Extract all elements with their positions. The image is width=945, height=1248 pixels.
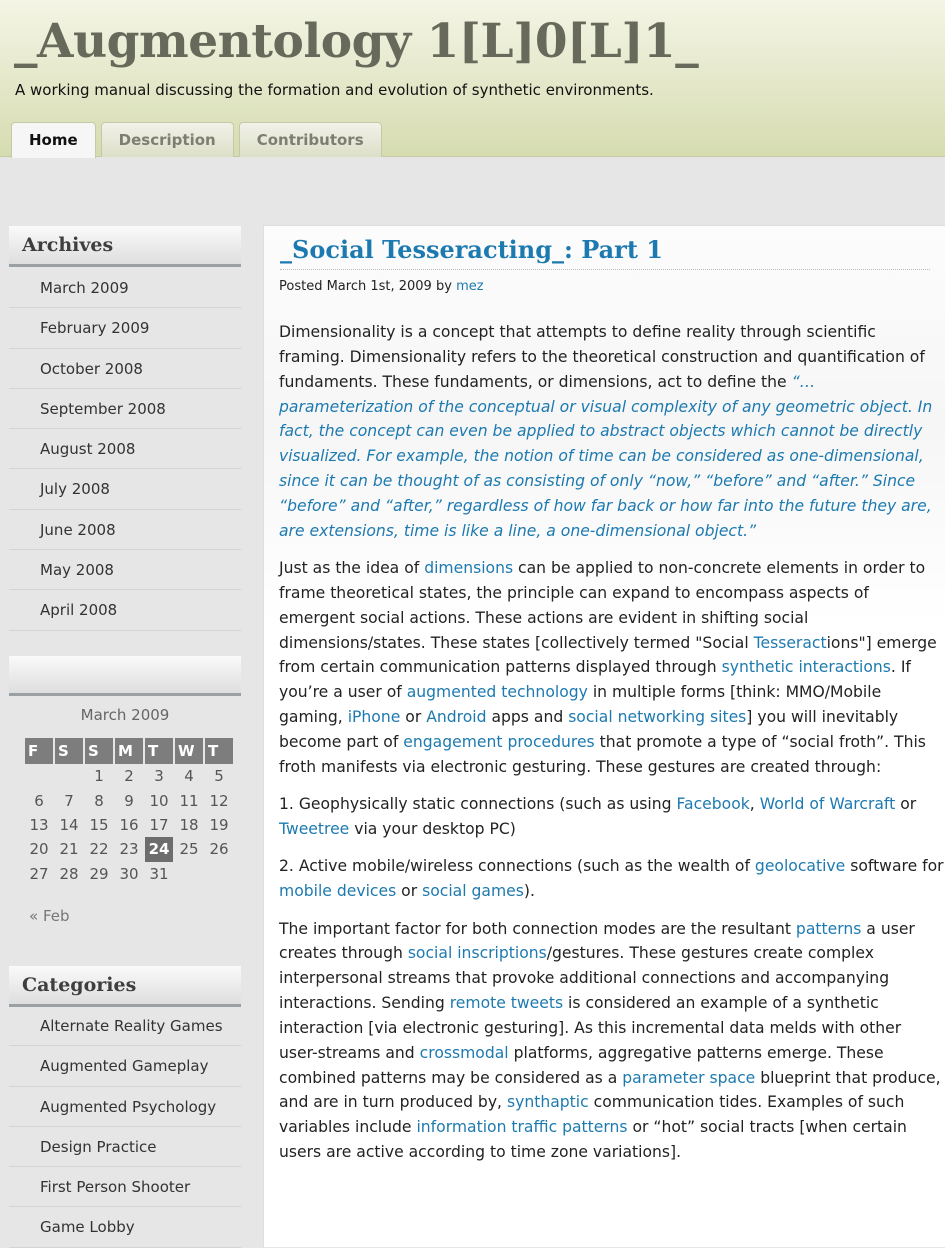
calendar-empty-day bbox=[25, 764, 53, 788]
calendar-week bbox=[25, 764, 233, 788]
calendar-day: 18 bbox=[179, 815, 199, 834]
calendar-day: 17 bbox=[149, 815, 169, 834]
calendar-day: 14 bbox=[59, 815, 79, 834]
inline-link[interactable]: social networking sites bbox=[568, 708, 747, 727]
calendar-day: 20 bbox=[29, 840, 49, 859]
calendar-day: 30 bbox=[119, 864, 139, 883]
calendar-week bbox=[25, 788, 233, 812]
paragraph-text: The important factor for both connection modes are the resultant bbox=[279, 919, 796, 938]
calendar-day: 2 bbox=[124, 767, 134, 786]
calendar-day: 6 bbox=[34, 791, 44, 810]
inline-link[interactable]: information traffic patterns bbox=[416, 1118, 628, 1137]
calendar-day: 11 bbox=[179, 791, 199, 810]
calendar-day: 25 bbox=[179, 840, 199, 859]
nav-tabs bbox=[11, 122, 382, 158]
post-paragraph bbox=[279, 917, 944, 1165]
calendar-weekday: T bbox=[145, 738, 173, 764]
calendar-day: 5 bbox=[214, 767, 224, 786]
inline-link[interactable]: World of Warcraft bbox=[759, 795, 896, 814]
inline-link[interactable]: dimensions bbox=[424, 559, 514, 578]
categories-list bbox=[9, 1006, 241, 1248]
calendar-day: 15 bbox=[89, 815, 109, 834]
archive-link[interactable]: July 2008 bbox=[9, 469, 241, 509]
calendar-weekday: T bbox=[205, 738, 233, 764]
inline-link[interactable]: mobile devices bbox=[279, 882, 397, 901]
paragraph-text: or bbox=[400, 708, 427, 727]
tab-contributors[interactable]: Contributors bbox=[239, 122, 382, 157]
paragraph-text: via your desktop PC) bbox=[349, 820, 516, 839]
inline-link[interactable]: Android bbox=[426, 708, 487, 727]
inline-link[interactable]: social inscriptions bbox=[407, 944, 547, 963]
inline-link[interactable]: parameter space bbox=[622, 1068, 756, 1087]
calendar-day: 23 bbox=[119, 840, 139, 859]
inline-link[interactable]: geolocative bbox=[754, 857, 846, 876]
calendar-weekday: F bbox=[25, 738, 53, 764]
paragraph-text: a user creates through bbox=[279, 919, 915, 963]
category-link[interactable]: Augmented Psychology bbox=[9, 1087, 241, 1127]
paragraph-text: blueprint that produce, and are in turn produced by, bbox=[279, 1068, 941, 1112]
site-title[interactable]: _Augmentology 1[L]0[L]1_ bbox=[14, 14, 699, 69]
post-paragraph bbox=[279, 854, 944, 904]
calendar-week bbox=[25, 813, 233, 837]
calendar-day: 28 bbox=[59, 864, 79, 883]
site-header bbox=[0, 0, 945, 157]
calendar-day: 19 bbox=[209, 815, 229, 834]
paragraph-text: can be applied to non-concrete elements in order to frame theoretical states, the principle can expand to encompass aspects of emergent social actions. These actions are evident in shifting social dimensions/states. These states [collectively termed "Social bbox=[279, 559, 926, 652]
tab-home[interactable]: Home bbox=[11, 122, 96, 158]
calendar-day: 16 bbox=[119, 815, 139, 834]
paragraph-text: /gestures. These gestures create complex interpersonal streams that provoke additional connections and accompanying interactions. Sending bbox=[279, 944, 890, 1013]
calendar-day: 9 bbox=[124, 791, 134, 810]
paragraph-text: . If you’re a user of bbox=[279, 658, 911, 702]
calendar-caption: March 2009 bbox=[80, 706, 170, 724]
calendar-heading-bar bbox=[9, 656, 241, 696]
paragraph-text: apps and bbox=[486, 708, 569, 727]
main-content bbox=[263, 225, 945, 1247]
calendar-day: 1 bbox=[94, 767, 104, 786]
inline-link[interactable]: social games bbox=[422, 882, 524, 901]
post-paragraph bbox=[279, 320, 944, 544]
paragraph-text: platforms, aggregative patterns emerge. These combined patterns may be considered as a bbox=[279, 1043, 884, 1087]
paragraph-text: in multiple forms [think: MMO/Mobile gaming, bbox=[279, 683, 882, 727]
category-link[interactable]: Design Practice bbox=[9, 1127, 241, 1167]
archive-link[interactable]: June 2008 bbox=[9, 510, 241, 550]
calendar-weekday: M bbox=[115, 738, 143, 764]
archive-link[interactable]: August 2008 bbox=[9, 429, 241, 469]
calendar-day: 10 bbox=[149, 791, 169, 810]
category-link[interactable]: First Person Shooter bbox=[9, 1167, 241, 1207]
archive-link[interactable]: May 2008 bbox=[9, 550, 241, 590]
inline-link[interactable]: Facebook bbox=[676, 795, 750, 814]
calendar-day: 4 bbox=[184, 767, 194, 786]
paragraph-text: communication tides. Examples of such variables include bbox=[279, 1093, 905, 1137]
calendar-week bbox=[25, 837, 233, 861]
post-paragraph bbox=[279, 792, 944, 842]
paragraph-text: is considered an example of a synthetic interaction [via electronic gesturing]. As this incremental data melds with other user-streams and bbox=[279, 994, 902, 1062]
post-body bbox=[279, 320, 944, 1178]
calendar-day: 13 bbox=[29, 815, 49, 834]
calendar-day: 22 bbox=[89, 840, 109, 859]
archive-link[interactable]: October 2008 bbox=[9, 349, 241, 389]
calendar-day: 26 bbox=[209, 840, 229, 859]
calendar-prev-month-link[interactable]: « Feb bbox=[29, 907, 70, 925]
calendar bbox=[23, 738, 235, 886]
inline-link[interactable]: patterns bbox=[795, 919, 862, 938]
inline-link[interactable]: augmented technology bbox=[406, 683, 588, 702]
calendar-empty-day bbox=[205, 862, 233, 886]
calendar-day: 12 bbox=[209, 791, 229, 810]
calendar-weekday: S bbox=[55, 738, 83, 764]
paragraph-text: Dimensionality is a concept that attempts to define reality through scientific framing. Dimensionality refers to the theoretical construction and quantification of fundaments. These fundaments, or dimensions, act to define the bbox=[279, 323, 925, 391]
inline-link[interactable]: iPhone bbox=[347, 708, 401, 727]
paragraph-text: ). bbox=[523, 882, 535, 901]
archive-link[interactable]: March 2009 bbox=[9, 268, 241, 308]
calendar-day: 29 bbox=[89, 864, 109, 883]
calendar-day: 27 bbox=[29, 864, 49, 883]
paragraph-text: ions"] emerge from certain communication patterns displayed through bbox=[279, 633, 937, 677]
calendar-day: 3 bbox=[154, 767, 164, 786]
tab-description[interactable]: Description bbox=[101, 122, 234, 157]
category-link[interactable]: Game Lobby bbox=[9, 1207, 241, 1247]
block-quote-text: “…parameterization of the conceptual or visual complexity of any geometric object. In fact, the concept can even be applied to abstract objects which cannot be directly visualized. For example, the notion of time can be considered as one-dimensional, since it can be thought of as consisting of only “now,” “before” and “after.” Since “before” and “after,” regardless of how far back or how far into the future they are, are extensions, time is like a line, a one-dimensional object.” bbox=[279, 372, 933, 540]
site-tagline: A working manual discussing the formation and evolution of synthetic environments. bbox=[15, 81, 654, 99]
calendar-empty-day bbox=[175, 862, 203, 886]
paragraph-text: or bbox=[396, 882, 423, 901]
paragraph-text: software for bbox=[845, 857, 944, 876]
calendar-weekday: W bbox=[175, 738, 203, 764]
paragraph-text: 1. Geophysically static connections (such as using bbox=[279, 795, 677, 814]
archive-link[interactable]: April 2008 bbox=[9, 590, 241, 630]
categories-heading: Categories bbox=[9, 966, 241, 1007]
category-link[interactable]: Alternate Reality Games bbox=[9, 1006, 241, 1046]
paragraph-text: that promote a type of “social froth”. This froth manifests via electronic gesturing. These gestures are created through: bbox=[279, 733, 926, 776]
sidebar bbox=[0, 158, 250, 1247]
calendar-day: 8 bbox=[94, 791, 104, 810]
calendar-day: 21 bbox=[59, 840, 79, 859]
paragraph-text: 2. Active mobile/wireless connections (such as the wealth of bbox=[279, 857, 755, 876]
inline-link[interactable]: synthetic interactions bbox=[721, 658, 891, 677]
archives-heading: Archives bbox=[9, 226, 241, 267]
calendar-day: 7 bbox=[64, 791, 74, 810]
post-author-link[interactable]: mez bbox=[456, 279, 484, 294]
calendar-empty-day bbox=[55, 764, 83, 788]
paragraph-text: or “hot” social tracts [when certain users are active according to time zone variations]. bbox=[279, 1118, 907, 1162]
post-meta bbox=[279, 279, 484, 294]
category-link[interactable]: Augmented Gameplay bbox=[9, 1046, 241, 1086]
calendar-day: 24 bbox=[145, 837, 173, 861]
archives-list bbox=[9, 268, 241, 631]
paragraph-text: ] you will inevitably become part of bbox=[279, 708, 899, 751]
inline-link[interactable]: engagement procedures bbox=[403, 733, 595, 751]
calendar-days bbox=[25, 764, 233, 886]
paragraph-text: Just as the idea of bbox=[279, 559, 425, 578]
calendar-week bbox=[25, 862, 233, 886]
paragraph-text: or bbox=[895, 795, 917, 814]
archive-link[interactable]: September 2008 bbox=[9, 389, 241, 429]
archive-link[interactable]: February 2009 bbox=[9, 308, 241, 348]
post-title[interactable]: _Social Tesseracting_: Part 1 bbox=[280, 235, 930, 270]
inline-link[interactable]: Tesseract bbox=[753, 633, 827, 652]
inline-link[interactable]: remote tweets bbox=[449, 994, 564, 1013]
calendar-day: 31 bbox=[149, 864, 169, 883]
post-paragraph bbox=[279, 556, 944, 780]
post-date: Posted March 1st, 2009 by bbox=[279, 279, 452, 294]
inline-link[interactable]: Tweetree bbox=[279, 820, 350, 839]
calendar-weekday: S bbox=[85, 738, 113, 764]
inline-link[interactable]: synthaptic bbox=[506, 1093, 589, 1112]
paragraph-text: , bbox=[749, 795, 760, 814]
inline-link[interactable]: crossmodal bbox=[419, 1043, 509, 1062]
